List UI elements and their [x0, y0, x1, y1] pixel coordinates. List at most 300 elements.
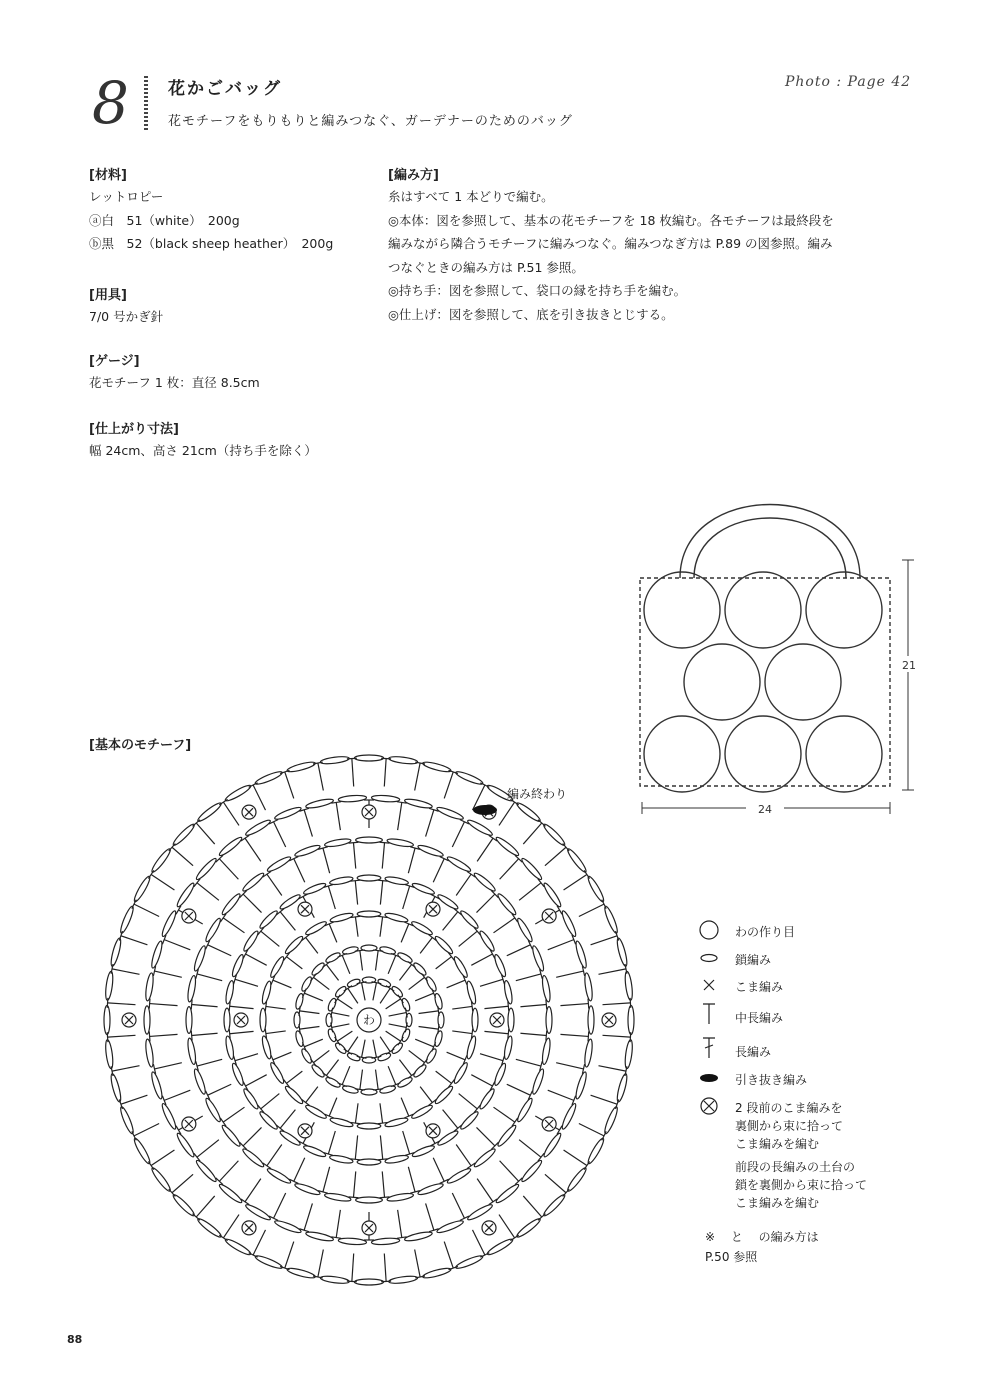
chain-stitch: [132, 875, 152, 903]
stitch-line: [399, 964, 411, 980]
chain-stitch: [357, 1123, 381, 1129]
sc-icon: [704, 980, 714, 990]
stitch-line: [253, 785, 265, 810]
chain-stitch: [516, 1097, 535, 1123]
materials-line: ⓐ白 51（white） 200g: [89, 212, 240, 228]
chain-stitch: [478, 930, 496, 953]
dc-icon: [703, 1038, 715, 1058]
stitch-line: [355, 1103, 358, 1123]
ring-icon: [700, 921, 718, 939]
stitch-top: [588, 1031, 589, 1041]
stitch-line: [564, 874, 587, 890]
stitch-line: [426, 1203, 434, 1230]
stitch-top: [630, 1032, 631, 1042]
chain-stitch: [266, 1167, 292, 1186]
stitch-top: [347, 1281, 357, 1282]
stitch-line: [382, 1171, 384, 1197]
stitch-top: [588, 999, 589, 1009]
stitch-line: [494, 918, 515, 933]
stitch-line: [355, 917, 358, 937]
chain-stitch: [186, 1038, 197, 1065]
chain-stitch: [357, 911, 381, 917]
stitch-line: [329, 924, 337, 942]
chain-stitch: [388, 1275, 418, 1285]
method-line: つなぐときの編み方は P.51 参照。: [388, 259, 584, 275]
legend-label: わの作り目: [735, 925, 796, 939]
stitch-line: [507, 945, 531, 956]
stitch-line: [494, 1107, 515, 1122]
stitch-line: [108, 1035, 136, 1037]
flower-motif: [725, 716, 801, 792]
legend-label: 2 段前のこま編みを: [735, 1101, 843, 1115]
tools-heading: [用具]: [89, 288, 127, 303]
stitch-line: [196, 823, 214, 844]
chain-stitch: [334, 1041, 348, 1055]
stitch-line: [436, 957, 452, 969]
stitch-line: [323, 1167, 330, 1192]
chain-stitch: [615, 937, 628, 967]
chain-stitch: [194, 1159, 218, 1184]
chain-stitch: [303, 1144, 327, 1159]
size-line: 幅 24cm、高さ 21cm（持ち手を除く）: [89, 443, 317, 458]
stitch-line: [516, 974, 541, 981]
stitch-line: [447, 1052, 465, 1060]
stitch-line: [273, 1052, 291, 1060]
stitch-line: [419, 1027, 439, 1030]
chain-stitch: [446, 1167, 472, 1186]
stitch-line: [443, 1110, 458, 1129]
stitch-line: [172, 847, 193, 865]
chain-stitch: [305, 1230, 334, 1242]
stitch-line: [386, 999, 401, 1009]
stitch-line: [192, 1033, 218, 1035]
stitch-line: [208, 1084, 232, 1095]
chain-stitch: [486, 1237, 514, 1257]
stitch-line: [245, 838, 261, 861]
stitch-line: [353, 843, 355, 869]
stitch-line: [556, 1063, 583, 1069]
chain-stitch: [455, 770, 484, 787]
flower-motif: [644, 572, 720, 648]
legend-label: こま編みを編む: [735, 1137, 820, 1151]
chain-stitch: [452, 1061, 469, 1084]
chain-stitch: [425, 1048, 438, 1065]
stitch-line: [219, 859, 238, 880]
pattern-number: 8: [92, 69, 129, 137]
stitch-line: [230, 1031, 254, 1033]
method-line: ◎本体：図を参照して、基本の花モチーフを 18 枚編む。各モチーフは最終段を: [388, 212, 834, 228]
legend-note: ※ と の編み方は: [705, 1230, 819, 1244]
materials-section: [89, 164, 359, 256]
chain-stitch: [204, 1097, 223, 1123]
chain-stitch: [218, 835, 244, 857]
stitch-line: [444, 1242, 453, 1269]
stitch-line: [420, 937, 432, 953]
gauge-section: [89, 350, 359, 395]
chain-stitch: [109, 1073, 122, 1103]
chain-stitch: [574, 1071, 588, 1100]
chain-stitch: [354, 755, 383, 761]
stitch-line: [235, 979, 258, 986]
stitch-line: [362, 983, 366, 1001]
stitch-line: [223, 802, 239, 825]
stitch-top: [148, 1161, 154, 1169]
chain-stitch: [241, 1147, 265, 1169]
stitch-line: [599, 1066, 626, 1071]
chain-stitch: [624, 971, 634, 1001]
page-number: 88: [67, 1333, 83, 1346]
chain-stitch: [356, 837, 383, 843]
chain-stitch: [338, 1237, 367, 1245]
stitch-line: [337, 1031, 352, 1041]
header-divider: [144, 76, 148, 130]
stitch-line: [415, 1250, 420, 1277]
stitch-line: [336, 802, 340, 830]
stitch-line: [164, 1090, 190, 1100]
chain-stitch: [433, 1084, 454, 1105]
stitch-line: [500, 859, 519, 880]
stitch-line: [398, 802, 402, 830]
stitch-line: [304, 1039, 322, 1047]
legend-label: 長編み: [735, 1045, 772, 1059]
stitch-top: [355, 950, 365, 951]
stitch-line: [545, 847, 566, 865]
gauge-heading: [ゲージ]: [89, 354, 140, 369]
chain-stitch: [472, 1008, 478, 1032]
chain-stitch: [531, 945, 546, 972]
stitch-line: [545, 1174, 566, 1192]
stitch-line: [420, 1087, 432, 1103]
stitch-line: [579, 904, 604, 916]
chain-stitch: [371, 795, 400, 803]
size-heading: [仕上がり寸法]: [89, 422, 179, 437]
chain-stitch: [231, 1062, 246, 1086]
chain-stitch: [390, 1041, 404, 1055]
chain-stitch: [495, 1182, 521, 1204]
chain-stitch: [305, 798, 334, 810]
chain-stitch: [412, 961, 428, 977]
stitch-top: [584, 870, 590, 878]
stitch-line: [285, 1242, 294, 1269]
chain-stitch: [410, 920, 433, 937]
legend-note: P.50 参照: [705, 1250, 758, 1264]
chain-stitch: [412, 1063, 428, 1079]
stitch-line: [355, 881, 357, 905]
stitch-line: [507, 1084, 531, 1095]
chain-stitch: [254, 770, 283, 787]
chain-stitch: [473, 871, 497, 893]
stitch-line: [523, 1196, 541, 1217]
chain-stitch: [303, 882, 327, 897]
chain-stitch: [175, 1132, 196, 1159]
stitch-line: [476, 894, 494, 912]
chain-stitch: [286, 760, 316, 773]
stitch-line: [328, 1131, 335, 1154]
stitch-line: [151, 874, 174, 890]
stitch-line: [285, 772, 294, 799]
stitch-top: [630, 998, 631, 1008]
chain-stitch: [325, 1076, 342, 1089]
stitch-line: [342, 1066, 350, 1084]
stitch-line: [208, 945, 232, 956]
stitch-line: [352, 759, 354, 787]
chain-stitch: [542, 882, 563, 909]
stitch-line: [336, 1210, 340, 1238]
stitch-line: [444, 772, 453, 799]
stitch-line: [362, 1040, 366, 1058]
stitch-line: [548, 1090, 574, 1100]
stitch-line: [459, 931, 478, 946]
flower-motif: [806, 716, 882, 792]
chain-stitch: [508, 1008, 514, 1032]
stitch-line: [560, 1034, 588, 1036]
stitch-line: [261, 1094, 280, 1109]
chain-stitch: [541, 1038, 552, 1065]
stitch-line: [472, 1230, 484, 1255]
chain-stitch: [254, 1254, 283, 1271]
chain-stitch: [144, 1039, 154, 1068]
stitch-line: [373, 1040, 377, 1058]
chain-stitch: [516, 917, 535, 943]
chain-stitch: [356, 1197, 383, 1203]
chain-stitch: [218, 1182, 244, 1204]
stitch-line: [384, 1253, 386, 1281]
stitch-line: [300, 1011, 320, 1014]
bag-handle-inner: [694, 518, 846, 578]
stitch-line: [267, 1145, 282, 1166]
stitch-line: [197, 1140, 219, 1157]
chain-stitch: [186, 1007, 192, 1034]
stitch-line: [112, 969, 139, 974]
chain-stitch: [388, 755, 418, 765]
stitch-top: [510, 1235, 518, 1241]
chain-stitch: [583, 1039, 593, 1068]
bag-handle-outer: [680, 505, 860, 579]
stitch-line: [323, 848, 330, 873]
stitch-line: [196, 1196, 214, 1217]
stitch-line: [151, 1150, 174, 1166]
stitch-line: [348, 1037, 358, 1052]
chain-stitch: [310, 1063, 326, 1079]
chain-stitch: [560, 910, 578, 938]
stitch-line: [306, 1087, 318, 1103]
chain-stitch: [132, 1137, 152, 1165]
stitch-line: [300, 1027, 320, 1030]
stitch-line: [134, 904, 159, 916]
stitch-line: [246, 954, 267, 965]
stitch-line: [304, 1203, 312, 1230]
flower-motif: [644, 716, 720, 792]
chain-stitch: [320, 1275, 350, 1285]
stitch-line: [452, 1031, 472, 1034]
stitch-line: [121, 936, 148, 945]
stitch-line: [266, 1031, 286, 1034]
stitch-line: [389, 1013, 407, 1017]
stitch-line: [602, 1003, 630, 1005]
stitch-line: [380, 1103, 383, 1123]
stitch-line: [380, 881, 382, 905]
chain-stitch: [397, 951, 414, 964]
chain-stitch: [446, 855, 472, 874]
gauge-line: 花モチーフ 1 枚：直径 8.5cm: [89, 375, 260, 390]
flower-motif: [684, 644, 760, 720]
stitch-line: [380, 988, 390, 1003]
stitch-line: [419, 1011, 439, 1014]
legend-label: 鎖を裏側から束に拾って: [735, 1178, 868, 1192]
stitch-top: [149, 999, 150, 1009]
stitch-line: [409, 977, 425, 989]
chain-stitch: [304, 1103, 327, 1120]
stitch-line: [456, 1145, 471, 1166]
stitch-line: [294, 859, 305, 883]
stitch-line: [401, 1098, 409, 1116]
stitch-line: [219, 1161, 238, 1182]
stitch-line: [452, 1006, 472, 1009]
page-subtitle: 花モチーフをもりもりと編みつなぐ、ガーデナーのためのバッグ: [168, 114, 573, 129]
stitch-line: [326, 1060, 338, 1076]
stitch-top: [347, 758, 357, 759]
stitch-line: [433, 1158, 444, 1182]
stitch-line: [164, 940, 190, 950]
chain-stitch: [286, 1266, 316, 1279]
stitch-line: [192, 1004, 218, 1006]
stitch-line: [243, 894, 261, 912]
chain-stitch: [325, 951, 342, 964]
materials-line: レットロピー: [89, 189, 164, 204]
chain-stitch: [357, 875, 381, 881]
stitch-line: [172, 1174, 193, 1192]
stitch-line: [313, 977, 329, 989]
method-line: 糸はすべて 1 本どりで編む。: [388, 189, 554, 204]
size-section: [89, 418, 359, 463]
chain-stitch: [624, 1039, 634, 1069]
page-title: 花かごバッグ: [168, 79, 282, 99]
stitch-line: [376, 1070, 379, 1090]
chain-stitch: [452, 955, 469, 978]
chain-stitch: [615, 1073, 628, 1103]
stitch-line: [564, 1150, 587, 1166]
chain-stitch: [192, 945, 207, 972]
chain-stitch: [455, 1254, 484, 1271]
stitch-line: [304, 810, 312, 837]
chain-stitch: [324, 1192, 351, 1203]
method-line: ◎仕上げ：図を参照して、底を引き抜きとじする。: [388, 306, 674, 322]
stitch-line: [280, 1110, 295, 1129]
chain-stitch: [436, 805, 464, 821]
chain-stitch: [560, 1102, 578, 1130]
stitch-line: [304, 993, 322, 1001]
stitch-line: [480, 979, 503, 986]
legend-label: 前段の長編みの土台の: [735, 1160, 856, 1174]
method-section: [388, 164, 928, 326]
stitch-line: [484, 1006, 508, 1008]
stitch-line: [329, 1098, 337, 1116]
chain-stitch: [411, 1144, 435, 1159]
stitch-line: [484, 1031, 508, 1033]
stitch-line: [286, 957, 302, 969]
stitch-line: [415, 1039, 433, 1047]
chain-stitch: [473, 1147, 497, 1169]
stitch-line: [415, 763, 420, 790]
chain-stitch: [274, 805, 302, 821]
stitch-line: [380, 1037, 390, 1052]
stitch-line: [332, 1024, 350, 1028]
stitch-line: [403, 1131, 410, 1154]
chain-stitch: [284, 1084, 305, 1105]
chain-stitch: [586, 875, 606, 903]
stitch-line: [447, 980, 465, 988]
hdc-icon: [703, 1004, 715, 1024]
chain-stitch: [220, 892, 242, 916]
chain-stitch: [160, 910, 178, 938]
stitch-line: [318, 763, 323, 790]
stitch-line: [477, 1179, 493, 1202]
stitch-line: [403, 886, 410, 909]
stitch-line: [477, 838, 493, 861]
stitch-line: [548, 940, 574, 950]
chain-stitch: [387, 837, 414, 848]
stitch-line: [384, 759, 386, 787]
chain-stitch: [104, 1039, 114, 1069]
chain-stitch: [410, 1103, 433, 1120]
stitch-line: [155, 1063, 182, 1069]
legend-label: 裏側から束に拾って: [735, 1119, 844, 1133]
chain-stitch: [244, 818, 271, 837]
slip-stitch-icon: [700, 1074, 718, 1082]
chain-stitch: [496, 892, 518, 916]
chain-stitch: [628, 1005, 634, 1034]
stitch-line: [235, 1054, 258, 1061]
chain-stitch: [231, 954, 246, 978]
flower-motif: [806, 572, 882, 648]
stitch-line: [452, 1193, 464, 1218]
stitch-line: [408, 848, 415, 873]
stitch-line: [360, 1070, 363, 1090]
stitch-line: [599, 969, 626, 974]
chain-stitch: [531, 1068, 546, 1095]
tools-section: [89, 284, 359, 329]
chain-stitch: [586, 1137, 606, 1165]
stitch-line: [112, 1066, 139, 1071]
chain-stitch: [603, 1106, 620, 1135]
stitch-line: [520, 1004, 546, 1006]
stitch-line: [197, 883, 219, 900]
chain-stitch: [417, 1182, 444, 1197]
method-line: 編みながら隣合うモチーフに編みつなぐ。編みつなぎ方は P.89 の図参照。編み: [388, 236, 833, 251]
stitch-line: [415, 993, 433, 1001]
stitch-line: [348, 988, 358, 1003]
stitch-line: [398, 1210, 402, 1238]
end-label: 編み終わり: [507, 787, 568, 801]
chain-stitch: [150, 1071, 164, 1100]
chain-stitch: [119, 905, 136, 934]
chain-stitch: [274, 1219, 302, 1235]
stitch-line: [520, 1033, 546, 1035]
method-heading: [編み方]: [388, 168, 439, 183]
stitch-line: [360, 951, 363, 971]
stitch-line: [328, 886, 335, 909]
stitch-line: [267, 874, 282, 895]
stitch-top: [219, 1235, 227, 1241]
stitch-line: [452, 822, 464, 847]
stitch-top: [381, 758, 391, 759]
chain-stitch: [320, 755, 350, 765]
stitch-line: [223, 918, 244, 933]
chain-stitch: [119, 1106, 136, 1135]
motif-center-label: わ: [362, 1013, 376, 1027]
stitch-line: [560, 1004, 588, 1006]
chain-stitch: [493, 1062, 508, 1086]
